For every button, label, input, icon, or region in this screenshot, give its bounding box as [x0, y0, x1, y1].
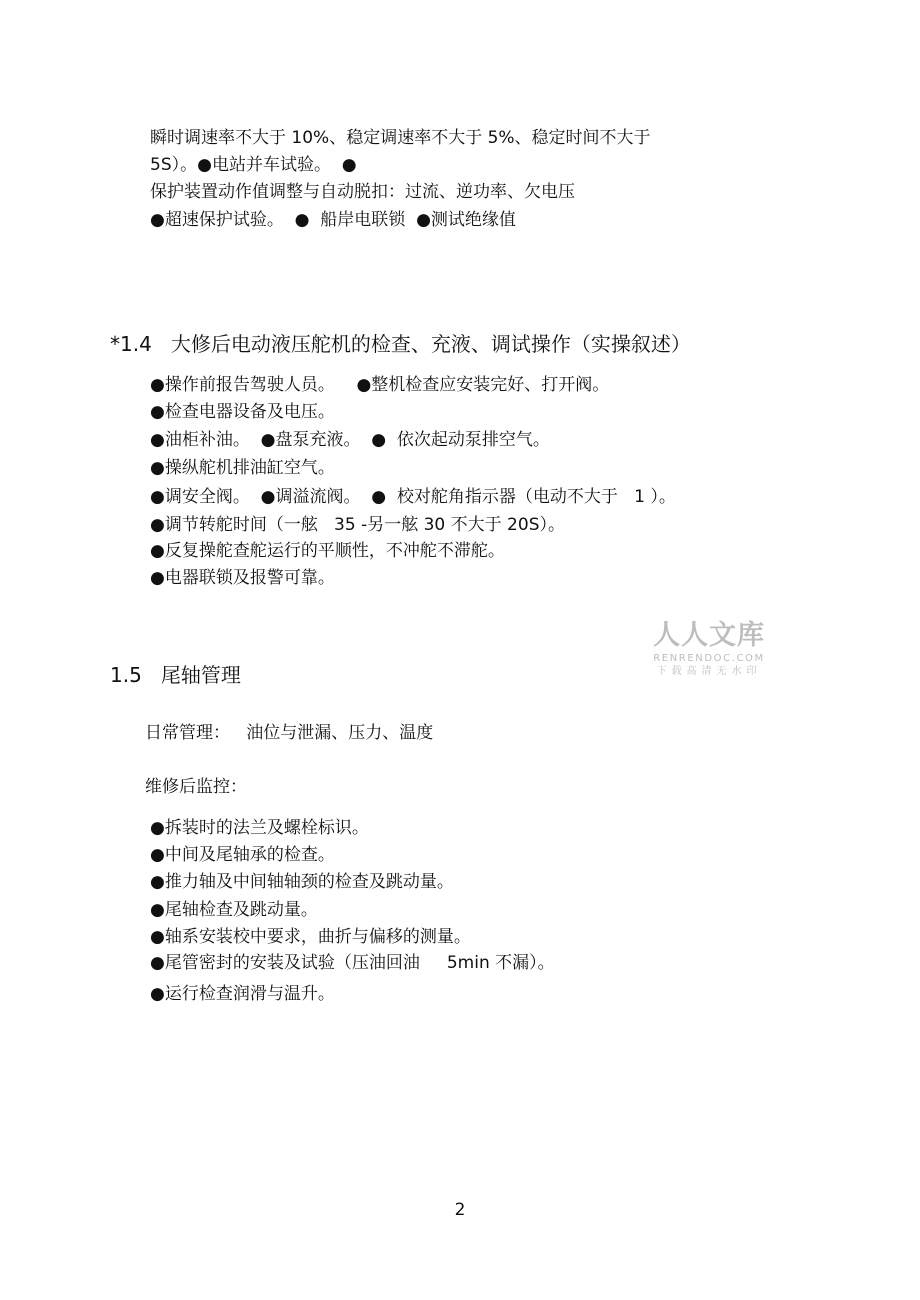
section-1-4-heading: *1.4 大修后电动液压舵机的检查、充液、调试操作（实操叙述）: [110, 332, 691, 356]
intro-line-4: ●超速保护试验。 ● 船岸电联锁 ●测试绝缘值: [150, 210, 516, 230]
list-item: ●电器联锁及报警可靠。: [150, 568, 335, 588]
intro-line-1: 瞬时调速率不大于 10%、稳定调速率不大于 5%、稳定时间不大于: [150, 128, 651, 148]
intro-line-3: 保护装置动作值调整与自动脱扣：过流、逆功率、欠电压: [150, 182, 575, 202]
intro-line-2: 5S）。●电站并车试验。 ●: [150, 155, 357, 175]
list-item: ●操作前报告驾驶人员。 ●整机检查应安装完好、打开阀。: [150, 375, 610, 395]
list-item: ●检查电器设备及电压。: [150, 402, 335, 422]
watermark-url: RENRENDOC.COM: [653, 653, 765, 664]
list-item: ●油柜补油。 ●盘泵充液。 ● 依次起动泵排空气。: [150, 430, 550, 450]
section-1-5-heading: 1.5 尾轴管理: [110, 663, 241, 687]
list-item: ●尾管密封的安装及试验（压油回油 5min 不漏）。: [150, 953, 555, 973]
list-item: ●操纵舵机排油缸空气。: [150, 458, 335, 478]
after-repair-label: 维修后监控：: [145, 777, 247, 797]
watermark-logo: [646, 620, 772, 678]
watermark-subtitle: 下载高清无水印: [656, 666, 762, 677]
list-item: ●中间及尾轴承的检查。: [150, 845, 335, 865]
list-item: ●轴系安装校中要求，曲折与偏移的测量。: [150, 927, 471, 947]
list-item: ●反复操舵查舵运行的平顺性，不冲舵不滞舵。: [150, 541, 505, 561]
list-item: ●推力轴及中间轴轴颈的检查及跳动量。: [150, 872, 454, 892]
page-number: 2: [454, 1200, 466, 1220]
watermark-title: 人人文库: [653, 620, 765, 651]
list-item: ●运行检查润滑与温升。: [150, 984, 335, 1004]
list-item: ●拆装时的法兰及螺栓标识。: [150, 818, 369, 838]
list-item: ●调安全阀。 ●调溢流阀。 ● 校对舵角指示器（电动不大于 1 ）。: [150, 487, 676, 507]
list-item: ●尾轴检查及跳动量。: [150, 900, 318, 920]
daily-management: 日常管理： 油位与泄漏、压力、温度: [145, 723, 434, 743]
list-item: ●调节转舵时间（一舷 35 -另一舷 30 不大于 20S）。: [150, 515, 565, 535]
